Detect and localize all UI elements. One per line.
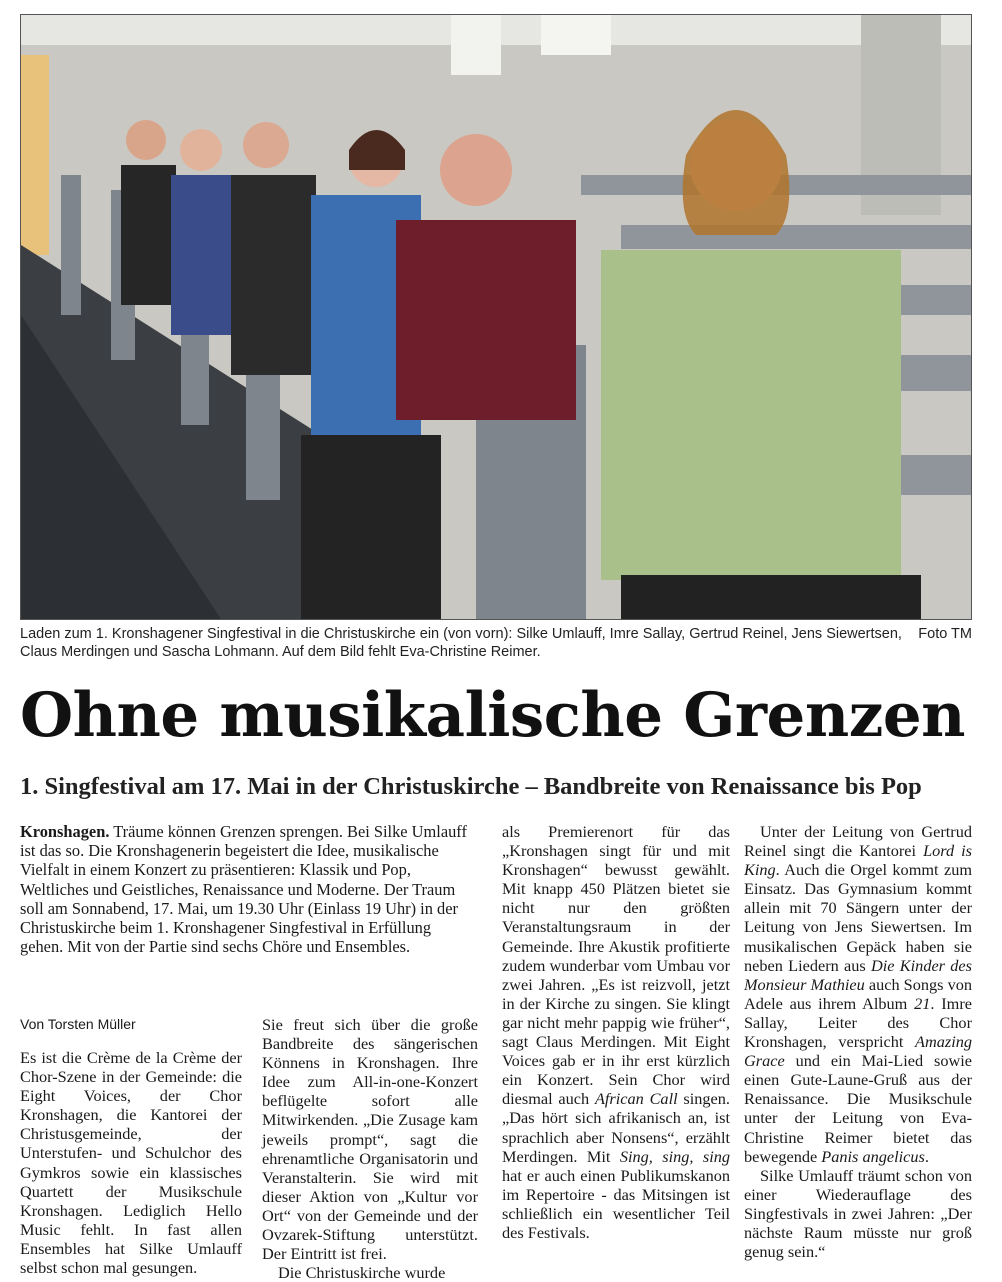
- text-run: als Premierenort für das „Kronshagen singt für und mit Kronshagen“ bewusst gewählt. Mit knapp 450 Plätzen bietet sie nicht nur den größten Veranstaltungsraum in der Gemeinde. Ihre Akustik profitierte zudem wunderbar vom Umbau vor zwei Jahren. „Es ist reizvoll, jetzt in der Kirche zu singen. Sie klingt gar nicht mehr pappig wie früher“, sagt Claus Merdingen. Mit Eight Voices gab er in ihr erst kürzlich ein Konzert. Sein Chor wird diesmal auch: [502, 822, 730, 1109]
- body-paragraph: Die Christuskirche wurde: [278, 1263, 446, 1282]
- song-title: Lord is King: [744, 841, 973, 880]
- song-title: Panis angelicus: [821, 1146, 925, 1166]
- song-title: Die Kinder des Monsieur Mathieu: [744, 955, 972, 994]
- text-run: . Auch die Orgel kommt zum Einsatz. Das Gymnasium kommt allein mit 70 Sängern unter der Leitung von Jens Siewertsen. Im musikalischen Gepäck haben sie neben Liedern aus: [744, 860, 972, 975]
- body-paragraph: Silke Umlauff träumt schon von einer Wiederauflage des Singfestivals in zwei Jahren: „Der nächste Raum müsste nur groß genug sein.“: [744, 1165, 972, 1262]
- text-run: . Imre Sallay, Leiter des Chor Kronshagen, verspricht: [744, 993, 972, 1052]
- caption-text: Laden zum 1. Kronshagener Singfestival in die Christuskirche ein (von vorn): Silke Umlauff, Imre Sallay, Gertrud Reinel, Jens Siewertsen, Claus Merdingen und Sascha Lohmann. Auf dem Bild fehlt Eva-Christine Reimer.: [20, 626, 902, 660]
- album-title: 21: [914, 993, 931, 1013]
- body-paragraph: [502, 822, 730, 1242]
- text-run: Unter der Leitung von Gertrud Reinel singt die Kantorei: [744, 822, 972, 861]
- column-3: [502, 822, 730, 1242]
- column-1: [20, 1048, 242, 1277]
- text-run: hat er auch einen Publikumskanon im Repertoire - das Mitsingen ist schließlich ein wesentlicher Teil des Festivals.: [502, 1165, 730, 1242]
- text-run: singen. „Das hört sich afrikanisch an, ist sprachlich aber Nonsens“, erzählt Merdingen. Mit: [502, 1089, 730, 1166]
- headline: Ohne musikalische Grenzen: [20, 680, 966, 751]
- lead-paragraph: [20, 822, 478, 956]
- column-2: [262, 1015, 478, 1282]
- text-run: auch Songs von Adele aus ihrem Album: [744, 974, 973, 1013]
- body-paragraph: [744, 822, 972, 1166]
- photo-caption: [20, 625, 972, 661]
- byline: Von Torsten Müller: [20, 1016, 136, 1032]
- church-pews-photo: [21, 15, 971, 619]
- body-paragraph: Es ist die Crème de la Crème der Chor-Szene in der Gemeinde: die Eight Voices, der Chor Kronshagen, die Kantorei der Christusgemeinde, der Unterstufen- und Schulchor des Gymkros sowie ein klassisches Quartett der Musikschule Kronshagen. Lediglich Hello Music fehlt. In fast allen Ensembles hat Silke Umlauff selbst schon mal gesungen.: [20, 1048, 242, 1278]
- text-run: .: [924, 1146, 929, 1166]
- article-photo: [20, 14, 972, 620]
- subheadline: 1. Singfestival am 17. Mai in der Christuskirche – Bandbreite von Renaissance bis Pop: [20, 773, 922, 800]
- song-title: African Call: [594, 1089, 678, 1109]
- text-run: und ein Mai-Lied sowie einen Gute-Laune-Gruß aus der Renaissance. Die Musikschule unter der Leitung von Eva-Christine Reimer bietet das bewegende: [744, 1051, 972, 1166]
- lead-text: Träume können Grenzen sprengen. Bei Silke Umlauff ist das so. Die Kronshagenerin begeistert die Idee, musikalische Vielfalt in einem Konzert zu präsentieren: Klassik und Pop, Weltliches und Geistliches, Renaissance und Moderne. Der Traum soll am Sonnabend, 17. Mai, um 19.30 Uhr (Einlass 19 Uhr) in der Christuskirche beim 1. Kronshagener Singfestival in Erfüllung gehen. Mit von der Partie sind sechs Chöre und Ensembles.: [20, 822, 467, 957]
- column-4: [744, 822, 972, 1261]
- song-title: Amazing Grace: [744, 1032, 972, 1071]
- body-paragraph: Sie freut sich über die große Bandbreite des sängerischen Könnens in Kronshagen. Ihre Idee zum All-in-one-Konzert beflügelte sofort alle Mitwirkenden. „Die Zusage kam jeweils prompt“, sagt die ehrenamtliche Organisatorin und Veranstalterin. Sie wird mit dieser Aktion von „Kultur vor Ort“ von der Gemeinde und der Ovzarek-Stiftung unterstützt. Der Eintritt ist frei.: [262, 1015, 478, 1264]
- photo-credit: Foto TM: [918, 626, 972, 642]
- dateline: Kronshagen.: [20, 822, 110, 841]
- song-title: Sing, sing, sing: [619, 1146, 730, 1166]
